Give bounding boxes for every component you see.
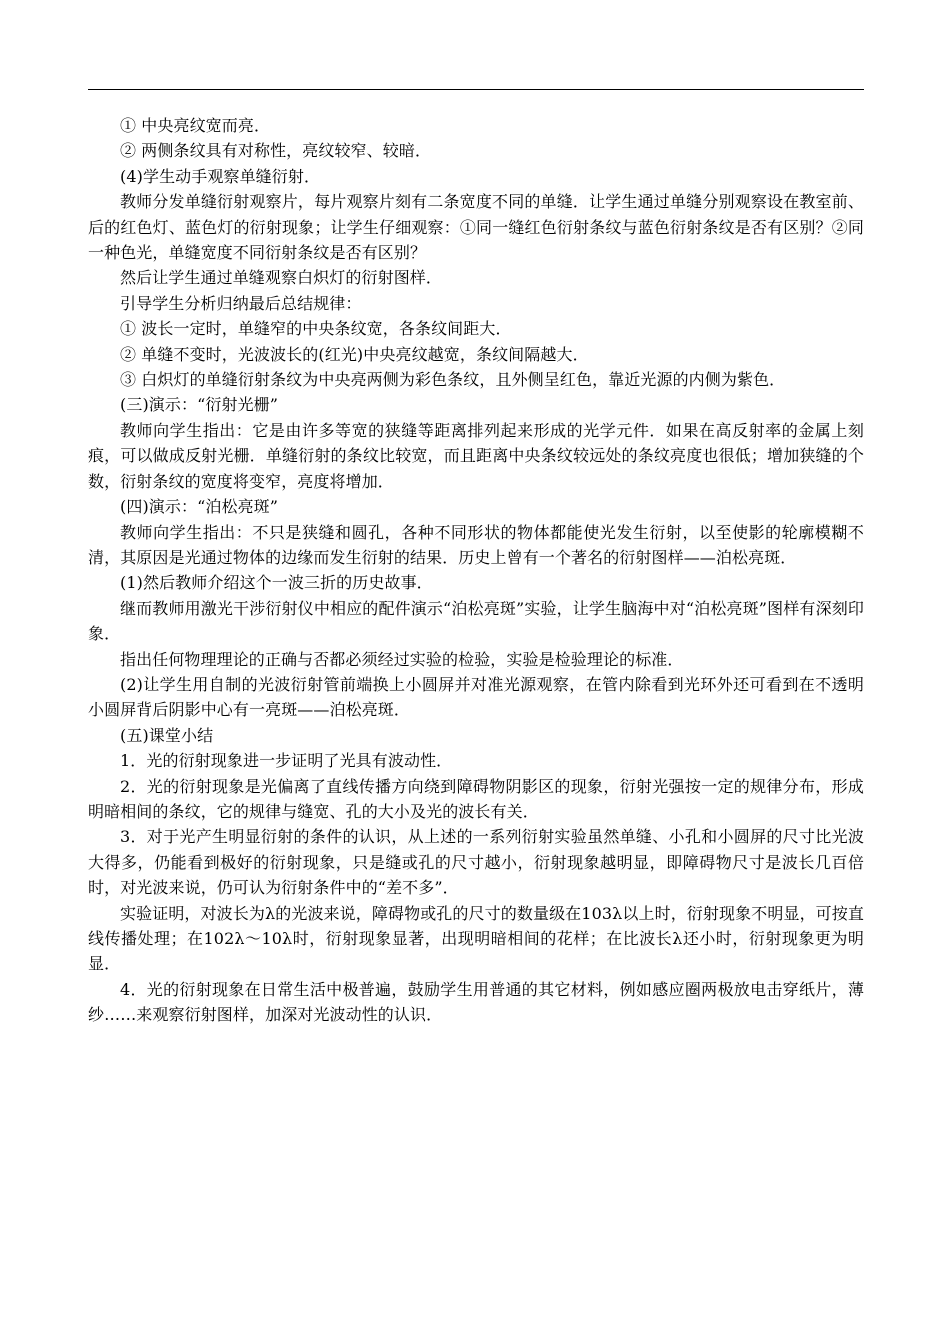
paragraph-7: ① 波长一定时，单缝窄的中央条纹宽，各条纹间距大． [120, 319, 512, 339]
paragraph-11: 教师向学生指出：它是由许多等宽的狭缝等距离排列起来形成的光学元件．如果在高反射率的金属上刻痕，可以做成反射光栅．单缝衍射的条纹比较宽，而且距离中央条纹较远处的条纹亮度也很低；增加狭缝的个数，衍射条纹的宽度将变窄，亮度将增加． [88, 420, 864, 491]
paragraph-6: 引导学生分析归纳最后总结规律： [120, 293, 362, 313]
paragraph-8: ② 单缝不变时，光波波长的(红光)中央亮纹越宽，条纹间隔越大． [120, 344, 589, 364]
paragraph-5: 然后让学生通过单缝观察白炽灯的衍射图样． [120, 268, 443, 288]
paragraph-21: 3．对于光产生明显衍射的条件的认识，从上述的一系列衍射实验虽然单缝、小孔和小圆屏的尺寸比光波大得多，仍能看到极好的衍射现象，只是缝或孔的尺寸越小，衍射现象越明显，即障碍物尺寸是波长几百倍时，对光波来说，仍可认为衍射条件中的“差不多”． [88, 827, 864, 898]
paragraph-20: 2．光的衍射现象是光偏离了直线传播方向绕到障碍物阴影区的现象，衍射光强按一定的规律分布，形成明暗相间的条纹，它的规律与缝宽、孔的大小及光的波长有关． [88, 776, 864, 821]
paragraph-2: ② 两侧条纹具有对称性，亮纹较窄、较暗． [120, 141, 432, 161]
paragraph-4: 教师分发单缝衍射观察片，每片观察片刻有二条宽度不同的单缝．让学生通过单缝分别观察设在教室前、后的红色灯、蓝色灯的衍射现象；让学生仔细观察：①同一缝红色衍射条纹与蓝色衍射条纹是否有区别？②同一种色光，单缝宽度不同衍射条纹是否有区别？ [88, 192, 864, 263]
paragraph-1: ① 中央亮纹宽而亮． [120, 116, 271, 135]
paragraph-22: 实验证明，对波长为λ的光波来说，障碍物或孔的尺寸的数量级在103λ以上时，衍射现象不明显，可按直线传播处理；在102λ～10λ时，衍射现象显著，出现明暗相间的花样；在比波长λ还小时，衍射现象更为明显． [88, 903, 864, 974]
paragraph-12: (四)演示：“泊松亮斑” [120, 497, 279, 517]
paragraph-15: 继而教师用激光干涉衍射仪中相应的配件演示“泊松亮斑”实验，让学生脑海中对“泊松亮斑”图样有深刻印象． [88, 598, 864, 644]
paragraph-18: (五)课堂小结 [120, 725, 214, 745]
paragraph-9: ③ 白炽灯的单缝衍射条纹为中央亮两侧为彩色条纹，且外侧呈红色，靠近光源的内侧为紫色． [120, 370, 786, 390]
paragraph-14: (1)然后教师介绍这个一波三折的历史故事． [120, 573, 433, 593]
header-rule [88, 89, 864, 90]
paragraph-17: (2)让学生用自制的光波衍射管前端换上小圆屏并对准光源观察，在管内除看到光环外还可看到在不透明小圆屏背后阴影中心有一亮斑——泊松亮斑． [88, 674, 864, 720]
paragraph-13: 教师向学生指出：不只是狭缝和圆孔，各种不同形状的物体都能使光发生衍射，以至使影的轮廓模糊不清，其原因是光通过物体的边缘而发生衍射的结果．历史上曾有一个著名的衍射图样——泊松亮斑． [88, 522, 864, 567]
paragraph-10: (三)演示：“衍射光栅” [120, 395, 279, 415]
paragraph-3: (4)学生动手观察单缝衍射． [120, 166, 321, 186]
paragraph-16: 指出任何物理理论的正确与否都必须经过实验的检验，实验是检验理论的标准． [120, 649, 684, 669]
document-body [88, 113, 864, 1028]
paragraph-23: 4．光的衍射现象在日常生活中极普遍，鼓励学生用普通的其它材料，例如感应圈两极放电击穿纸片，薄纱……来观察衍射图样，加深对光波动性的认识． [88, 979, 864, 1025]
paragraph-19: 1．光的衍射现象进一步证明了光具有波动性． [120, 751, 453, 771]
